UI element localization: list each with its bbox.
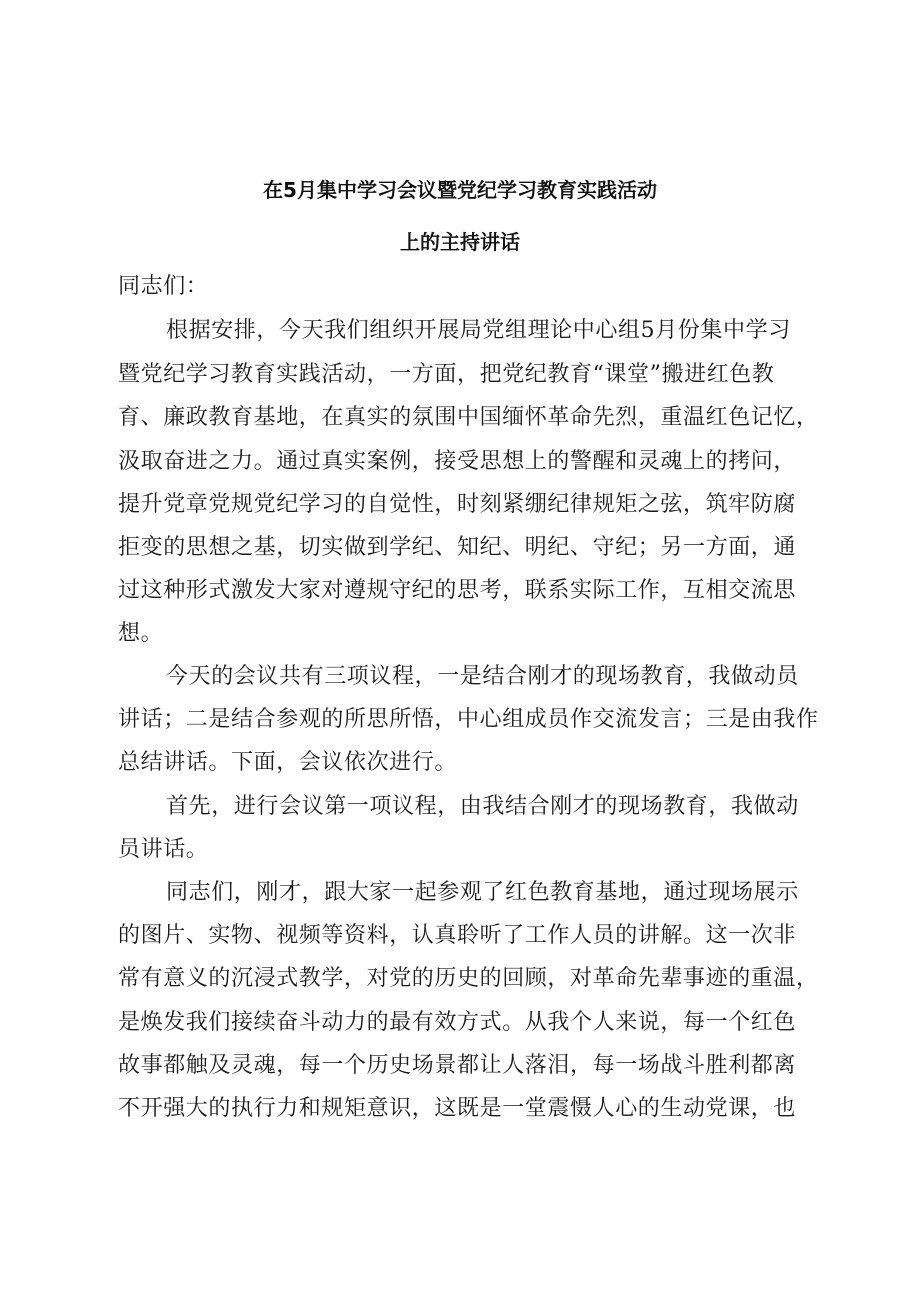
paragraph-line: 拒变的思想之基，切实做到学纪、知纪、明纪、守纪；另一方面，通: [118, 535, 797, 560]
paragraph-line: 过这种形式激发大家对遵规守纪的思考，联系实际工作，互相交流思: [118, 578, 797, 603]
paragraph-line: 提升党章党规党纪学习的自觉性，时刻紧绷纪律规矩之弦，筑牢防腐: [118, 492, 797, 517]
paragraph-line: 暨党纪学习教育实践活动，一方面，把党纪教育“课堂”搬进红色教: [118, 362, 775, 387]
paragraph-line: 想。: [118, 621, 164, 646]
paragraph-line: 员讲话。: [118, 837, 209, 862]
paragraph-line: 不开强大的执行力和规矩意识，这既是一堂震慑人心的生动党课，也: [118, 1096, 797, 1121]
paragraph-line: 育、廉政教育基地，在真实的氛围中国缅怀革命先烈，重温红色记忆，: [118, 405, 819, 430]
paragraph-line: 同志们，刚才，跟大家一起参观了红色教育基地，通过现场展示: [166, 880, 799, 905]
paragraph-line: 是焕发我们接续奋斗动力的最有效方式。从我个人来说，每一个红色: [118, 1010, 797, 1035]
paragraph-line: 的图片、实物、视频等资料，认真聆听了工作人员的讲解。这一次非: [118, 923, 797, 948]
paragraph-line: 今天的会议共有三项议程，一是结合刚才的现场教育，我做动员: [166, 664, 799, 689]
document-title-line-1: 在5月集中学习会议暨党纪学习教育实践活动: [263, 178, 657, 202]
paragraph-line: 故事都触及灵魂，每一个历史场景都让人落泪，每一场战斗胜利都离: [118, 1053, 797, 1078]
salutation: 同志们：: [118, 274, 209, 299]
paragraph-line: 讲话；二是结合参观的所思所悟，中心组成员作交流发言；三是由我作: [118, 707, 819, 732]
paragraph-line: 总结讲话。下面，会议依次进行。: [118, 750, 458, 775]
paragraph-line: 首先，进行会议第一项议程，由我结合刚才的现场教育，我做动: [166, 794, 799, 819]
paragraph-line: 常有意义的沉浸式教学，对党的历史的回顾，对革命先辈事迹的重温，: [118, 966, 819, 991]
paragraph-line: 根据安排，今天我们组织开展局党组理论中心组5月份集中学习: [166, 318, 791, 343]
paragraph-line: 汲取奋进之力。通过真实案例，接受思想上的警醒和灵魂上的拷问，: [118, 449, 797, 474]
document-title-line-2: 上的主持讲话: [400, 230, 520, 254]
